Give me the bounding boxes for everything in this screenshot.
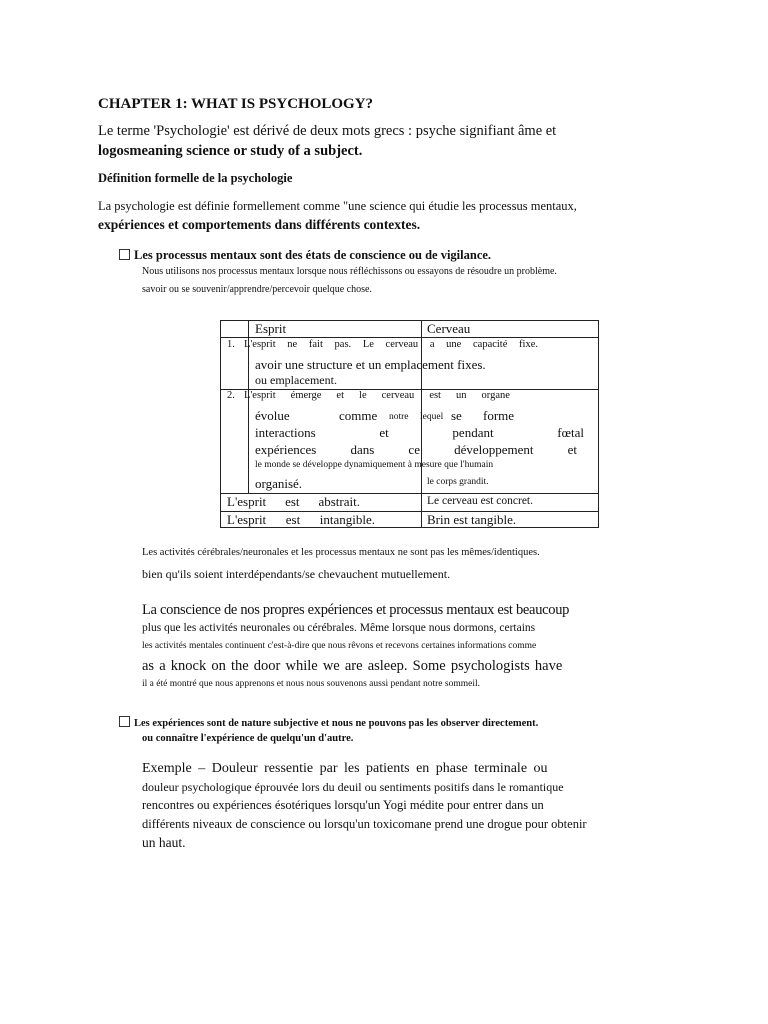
- consciousness-line-5: il a été montré que nous apprenons et nous nous souvenons aussi pendant notre sommeil.: [142, 679, 480, 689]
- example-line-1: Exemple – Douleur ressentie par les patients en phase terminale ou: [142, 761, 548, 776]
- row1-number: 1.: [227, 339, 235, 350]
- checkbox-bullet-icon: [119, 716, 130, 727]
- row1-line-3: ou emplacement.: [255, 373, 337, 387]
- row2-lequel: lequel: [420, 412, 444, 422]
- row4-left: L'esprit est intangible.: [227, 512, 375, 527]
- example-line-5: un haut.: [142, 835, 186, 850]
- row2-line-5: le monde se développe dynamiquement à mesure que l'humain: [255, 460, 494, 470]
- section1-heading-text: Les processus mentaux sont des états de conscience ou de vigilance.: [134, 248, 492, 262]
- row2-line-1: L'esprit émerge et le cerveau est un organe: [244, 390, 510, 401]
- row4-right: Brin est tangible.: [427, 512, 517, 527]
- row2-line-4: expériences dans ce développement et: [255, 442, 577, 457]
- row2-organise: organisé.: [255, 476, 303, 491]
- definition-heading: Définition formelle de la psychologie: [98, 171, 293, 185]
- row2-notre: notre: [389, 412, 409, 422]
- row3-right: Le cerveau est concret.: [427, 495, 533, 507]
- example-line-4: différents niveaux de conscience ou lorsqu'un toxicomane prend une drogue pour obtenir: [142, 817, 587, 831]
- row2-number: 2.: [227, 390, 235, 401]
- row2-se: se: [451, 408, 462, 423]
- intro-line-2: logosmeaning science or study of a subject.: [98, 143, 363, 159]
- section2-line-2: ou connaître l'expérience de quelqu'un d'autre.: [142, 733, 354, 744]
- section2-heading: [119, 716, 538, 729]
- row2-line-3: interactions et pendant fœtal: [255, 425, 584, 440]
- consciousness-line-1: La conscience de nos propres expériences et processus mentaux est beaucoup: [142, 602, 570, 618]
- section1-line-2: savoir ou se souvenir/apprendre/percevoir quelque chose.: [142, 284, 372, 295]
- comparison-table: [220, 320, 599, 528]
- definition-line-2: expériences et comportements dans différents contextes.: [98, 217, 421, 232]
- table-header-esprit: Esprit: [255, 321, 287, 336]
- row2-evolue: évolue: [255, 408, 290, 423]
- example-line-3: rencontres ou expériences ésotériques lorsqu'un Yogi médite pour entrer dans un: [142, 798, 544, 812]
- row2-corps: le corps grandit.: [427, 477, 489, 487]
- row1-line-2: avoir une structure et un emplacement fixes.: [255, 357, 486, 372]
- row1-line-1: L'esprit ne fait pas. Le cerveau a une capacité fixe.: [244, 339, 538, 350]
- section1-heading: [119, 248, 491, 263]
- row3-left: L'esprit est abstrait.: [227, 494, 360, 509]
- chapter-title: CHAPTER 1: WHAT IS PSYCHOLOGY?: [98, 96, 374, 112]
- consciousness-line-3: les activités mentales continuent c'est-à-dire que nous rêvons et recevons certaines informations comme: [142, 641, 537, 651]
- section1-line-1: Nous utilisons nos processus mentaux lorsque nous réfléchissons ou essayons de résoudre un problème.: [142, 266, 557, 277]
- consciousness-line-2: plus que les activités neuronales ou cérébrales. Même lorsque nous dormons, certains: [142, 622, 536, 634]
- definition-line-1: La psychologie est définie formellement comme "une science qui étudie les processus mentaux,: [98, 199, 577, 213]
- after-table-line-1: Les activités cérébrales/neuronales et les processus mentaux ne sont pas les mêmes/identiques.: [142, 547, 540, 558]
- section2-heading-text: Les expériences sont de nature subjective et nous ne pouvons pas les observer directement.: [134, 718, 539, 729]
- intro-line-1: Le terme 'Psychologie' est dérivé de deux mots grecs : psyche signifiant âme et: [98, 123, 557, 139]
- after-table-line-2: bien qu'ils soient interdépendants/se chevauchent mutuellement.: [142, 567, 451, 581]
- table-header-cerveau: Cerveau: [427, 321, 471, 336]
- row2-forme: forme: [483, 408, 515, 423]
- checkbox-bullet-icon: [119, 249, 130, 260]
- example-line-2: douleur psychologique éprouvée lors du deuil ou sentiments positifs dans le romantique: [142, 780, 564, 794]
- consciousness-line-4: as a knock on the door while we are asleep. Some psychologists have: [142, 658, 563, 674]
- row2-comme: comme: [339, 408, 378, 423]
